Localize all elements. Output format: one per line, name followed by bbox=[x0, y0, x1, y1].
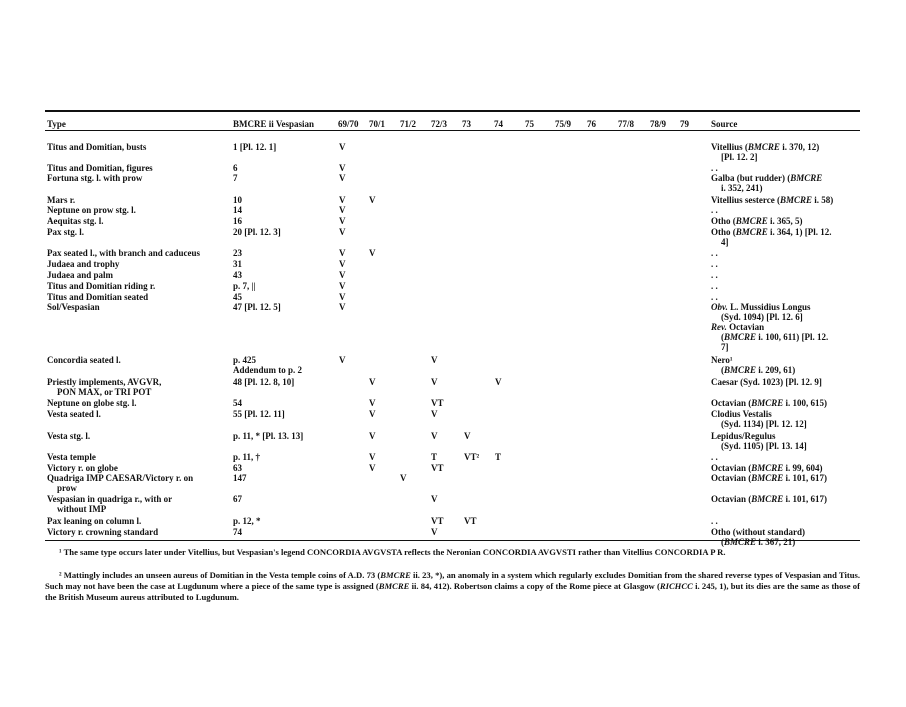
cell-source: Obv. L. Mussidius Longus bbox=[711, 302, 811, 312]
cell-source: (Syd. 1134) [Pl. 12. 12] bbox=[721, 419, 807, 429]
cell-type: Victory r. on globe bbox=[47, 463, 118, 473]
cell-year-mark: VT bbox=[431, 463, 444, 473]
cell-type: Pax leaning on column l. bbox=[47, 516, 142, 526]
cell-source: i. 352, 241) bbox=[721, 183, 763, 193]
cell-bmcre: p. 425 bbox=[233, 355, 257, 365]
table-header-rule bbox=[45, 130, 860, 131]
cell-year-mark: V bbox=[431, 494, 438, 504]
col-header-source: Source bbox=[711, 119, 738, 129]
cell-source: Otho (BMCRE i. 364, 1) [Pl. 12. bbox=[711, 227, 832, 237]
cell-year-mark: V bbox=[369, 431, 376, 441]
cell-source: (BMCRE i. 367, 21) bbox=[721, 537, 796, 547]
cell-type: Fortuna stg. l. with prow bbox=[47, 173, 143, 183]
cell-year-mark: V bbox=[431, 431, 438, 441]
cell-source: . . bbox=[711, 270, 718, 280]
footnote-1: ¹ The same type occurs later under Vitellius, but Vespasian's legend CONCORDIA AVGVSTA reflects the Neronian CONCORDIA AVGVSTI rather than Vitellius CONCORDIA P R. bbox=[59, 547, 726, 557]
cell-type: Neptune on prow stg. l. bbox=[47, 205, 136, 215]
cell-type: Priestly implements, AVGVR, bbox=[47, 377, 162, 387]
col-header-74: 74 bbox=[494, 119, 503, 129]
cell-year-mark: V bbox=[400, 473, 407, 483]
cell-year-mark: VT bbox=[431, 516, 444, 526]
cell-bmcre: 67 bbox=[233, 494, 242, 504]
cell-source: . . bbox=[711, 281, 718, 291]
cell-type: Pax seated l., with branch and caduceus bbox=[47, 248, 201, 258]
cell-bmcre: p. 7, || bbox=[233, 281, 256, 291]
cell-source: . . bbox=[711, 205, 718, 215]
cell-year-mark: V bbox=[339, 270, 346, 280]
cell-bmcre: 147 bbox=[233, 473, 247, 483]
cell-bmcre: 1 [Pl. 12. 1] bbox=[233, 142, 277, 152]
cell-source: Octavian (BMCRE i. 101, 617) bbox=[711, 494, 828, 504]
cell-type: Sol/Vespasian bbox=[47, 302, 100, 312]
cell-year-mark: V bbox=[339, 163, 346, 173]
cell-source: Vitellius (BMCRE i. 370, 12) bbox=[711, 142, 820, 152]
col-header-type: Type bbox=[47, 119, 66, 129]
cell-year-mark: VT bbox=[464, 516, 477, 526]
cell-type: Concordia seated l. bbox=[47, 355, 121, 365]
cell-type: Titus and Domitian, busts bbox=[47, 142, 147, 152]
cell-type: Vesta temple bbox=[47, 452, 96, 462]
cell-source: (BMCRE i. 209, 61) bbox=[721, 365, 796, 375]
cell-source: . . bbox=[711, 516, 718, 526]
cell-bmcre: 63 bbox=[233, 463, 242, 473]
cell-source: . . bbox=[711, 248, 718, 258]
cell-type: without IMP bbox=[57, 504, 107, 514]
cell-bmcre: 55 [Pl. 12. 11] bbox=[233, 409, 285, 419]
cell-type: Titus and Domitian seated bbox=[47, 292, 149, 302]
cell-type: Pax stg. l. bbox=[47, 227, 84, 237]
cell-bmcre: 31 bbox=[233, 259, 242, 269]
cell-type: Neptune on globe stg. l. bbox=[47, 398, 137, 408]
cell-source: Caesar (Syd. 1023) [Pl. 12. 9] bbox=[711, 377, 822, 387]
cell-bmcre: 6 bbox=[233, 163, 238, 173]
col-header-78-9: 78/9 bbox=[650, 119, 667, 129]
cell-type: Aequitas stg. l. bbox=[47, 216, 104, 226]
cell-year-mark: V bbox=[495, 377, 502, 387]
cell-year-mark: V bbox=[369, 409, 376, 419]
cell-year-mark: V bbox=[339, 292, 346, 302]
cell-bmcre: 74 bbox=[233, 527, 242, 537]
cell-year-mark: V bbox=[369, 377, 376, 387]
cell-type: Judaea and trophy bbox=[47, 259, 120, 269]
cell-type: PON MAX, or TRI POT bbox=[57, 387, 152, 397]
cell-source: (Syd. 1094) [Pl. 12. 6] bbox=[721, 312, 803, 322]
col-header-79: 79 bbox=[680, 119, 689, 129]
cell-source: Otho (BMCRE i. 365, 5) bbox=[711, 216, 803, 226]
cell-source: 4] bbox=[721, 237, 729, 247]
col-header-72-3: 72/3 bbox=[431, 119, 448, 129]
col-header-69-70: 69/70 bbox=[338, 119, 359, 129]
cell-type: Mars r. bbox=[47, 195, 76, 205]
cell-year-mark: V bbox=[339, 227, 346, 237]
cell-bmcre: 14 bbox=[233, 205, 242, 215]
cell-year-mark: VT² bbox=[464, 452, 480, 462]
cell-source: 7] bbox=[721, 342, 729, 352]
cell-year-mark: V bbox=[339, 216, 346, 226]
cell-year-mark: V bbox=[339, 281, 346, 291]
cell-type: Victory r. crowning standard bbox=[47, 527, 159, 537]
cell-year-mark: V bbox=[369, 195, 376, 205]
cell-bmcre: p. 11, * [Pl. 13. 13] bbox=[233, 431, 304, 441]
cell-source: Octavian (BMCRE i. 100, 615) bbox=[711, 398, 828, 408]
col-header-73: 73 bbox=[462, 119, 471, 129]
cell-source: (Syd. 1105) [Pl. 13. 14] bbox=[721, 441, 807, 451]
cell-source: Otho (without standard) bbox=[711, 527, 806, 537]
cell-source: Octavian (BMCRE i. 101, 617) bbox=[711, 473, 828, 483]
cell-source: . . bbox=[711, 452, 718, 462]
cell-year-mark: V bbox=[339, 355, 346, 365]
cell-year-mark: V bbox=[339, 205, 346, 215]
cell-bmcre: 54 bbox=[233, 398, 242, 408]
cell-type: Judaea and palm bbox=[47, 270, 114, 280]
cell-source: . . bbox=[711, 259, 718, 269]
footnote-2: ² Mattingly includes an unseen aureus of Domitian in the Vesta temple coins of A.D. 73 (BMCRE ii. 23, *), an anomaly in a system which regularly excludes Domitian from the shared reverse types of Vespasian and Titus. Such may not have been the case at Lugdunum where a piece of the same type is assigned (BMCRE ii. 84, 412). Robertson claims a copy of the Rome piece at Glasgow (RICHCC i. 245, 1), but its dies are the same as those of the British Museum aureus attributed to Lugdunum. bbox=[45, 570, 860, 602]
cell-year-mark: T bbox=[431, 452, 438, 462]
cell-year-mark: V bbox=[339, 173, 346, 183]
cell-source: [Pl. 12. 2] bbox=[721, 152, 758, 162]
cell-type: Titus and Domitian riding r. bbox=[47, 281, 156, 291]
col-header-75: 75 bbox=[525, 119, 534, 129]
cell-source: . . bbox=[711, 292, 718, 302]
col-header-bmcre: BMCRE ii Vespasian bbox=[233, 119, 315, 129]
table-top-rule bbox=[45, 110, 860, 112]
cell-source: (BMCRE i. 100, 611) [Pl. 12. bbox=[721, 332, 829, 342]
cell-type: Quadriga IMP CAESAR/Victory r. on bbox=[47, 473, 194, 483]
cell-source: Lepidus/Regulus bbox=[711, 431, 776, 441]
col-header-77-8: 77/8 bbox=[618, 119, 635, 129]
cell-year-mark: V bbox=[369, 398, 376, 408]
col-header-75-9: 75/9 bbox=[555, 119, 572, 129]
cell-year-mark: V bbox=[339, 259, 346, 269]
cell-source: Vitellius sesterce (BMCRE i. 58) bbox=[711, 195, 834, 205]
cell-bmcre: p. 11, † bbox=[233, 452, 261, 462]
cell-bmcre: 16 bbox=[233, 216, 242, 226]
cell-source: Clodius Vestalis bbox=[711, 409, 772, 419]
cell-bmcre: 47 [Pl. 12. 5] bbox=[233, 302, 281, 312]
cell-type: Vespasian in quadriga r., with or bbox=[47, 494, 173, 504]
cell-type: prow bbox=[57, 483, 77, 493]
cell-year-mark: V bbox=[464, 431, 471, 441]
cell-type: Vesta seated l. bbox=[47, 409, 101, 419]
cell-year-mark: V bbox=[431, 409, 438, 419]
cell-bmcre: 48 [Pl. 12. 8, 10] bbox=[233, 377, 295, 387]
cell-bmcre: 23 bbox=[233, 248, 242, 258]
cell-source: Rev. Octavian bbox=[711, 322, 765, 332]
cell-bmcre: 43 bbox=[233, 270, 242, 280]
cell-bmcre: 10 bbox=[233, 195, 242, 205]
col-header-70-1: 70/1 bbox=[369, 119, 386, 129]
cell-year-mark: V bbox=[339, 302, 346, 312]
cell-year-mark: V bbox=[369, 452, 376, 462]
cell-bmcre: 45 bbox=[233, 292, 242, 302]
cell-source: Galba (but rudder) (BMCRE bbox=[711, 173, 823, 183]
cell-source: . . bbox=[711, 163, 718, 173]
cell-type: Titus and Domitian, figures bbox=[47, 163, 153, 173]
cell-bmcre: 7 bbox=[233, 173, 238, 183]
cell-source: Octavian (BMCRE i. 99, 604) bbox=[711, 463, 823, 473]
cell-bmcre: Addendum to p. 2 bbox=[233, 365, 303, 375]
cell-bmcre: p. 12, * bbox=[233, 516, 261, 526]
cell-year-mark: V bbox=[369, 248, 376, 258]
cell-year-mark: V bbox=[431, 355, 438, 365]
col-header-76: 76 bbox=[587, 119, 596, 129]
cell-source: Nero¹ bbox=[711, 355, 733, 365]
cell-year-mark: V bbox=[339, 248, 346, 258]
col-header-71-2: 71/2 bbox=[400, 119, 417, 129]
cell-year-mark: V bbox=[431, 377, 438, 387]
cell-year-mark: T bbox=[495, 452, 502, 462]
cell-year-mark: V bbox=[431, 527, 438, 537]
cell-bmcre: 20 [Pl. 12. 3] bbox=[233, 227, 281, 237]
cell-year-mark: V bbox=[339, 142, 346, 152]
cell-year-mark: VT bbox=[431, 398, 444, 408]
cell-year-mark: V bbox=[369, 463, 376, 473]
cell-type: Vesta stg. l. bbox=[47, 431, 91, 441]
cell-year-mark: V bbox=[339, 195, 346, 205]
